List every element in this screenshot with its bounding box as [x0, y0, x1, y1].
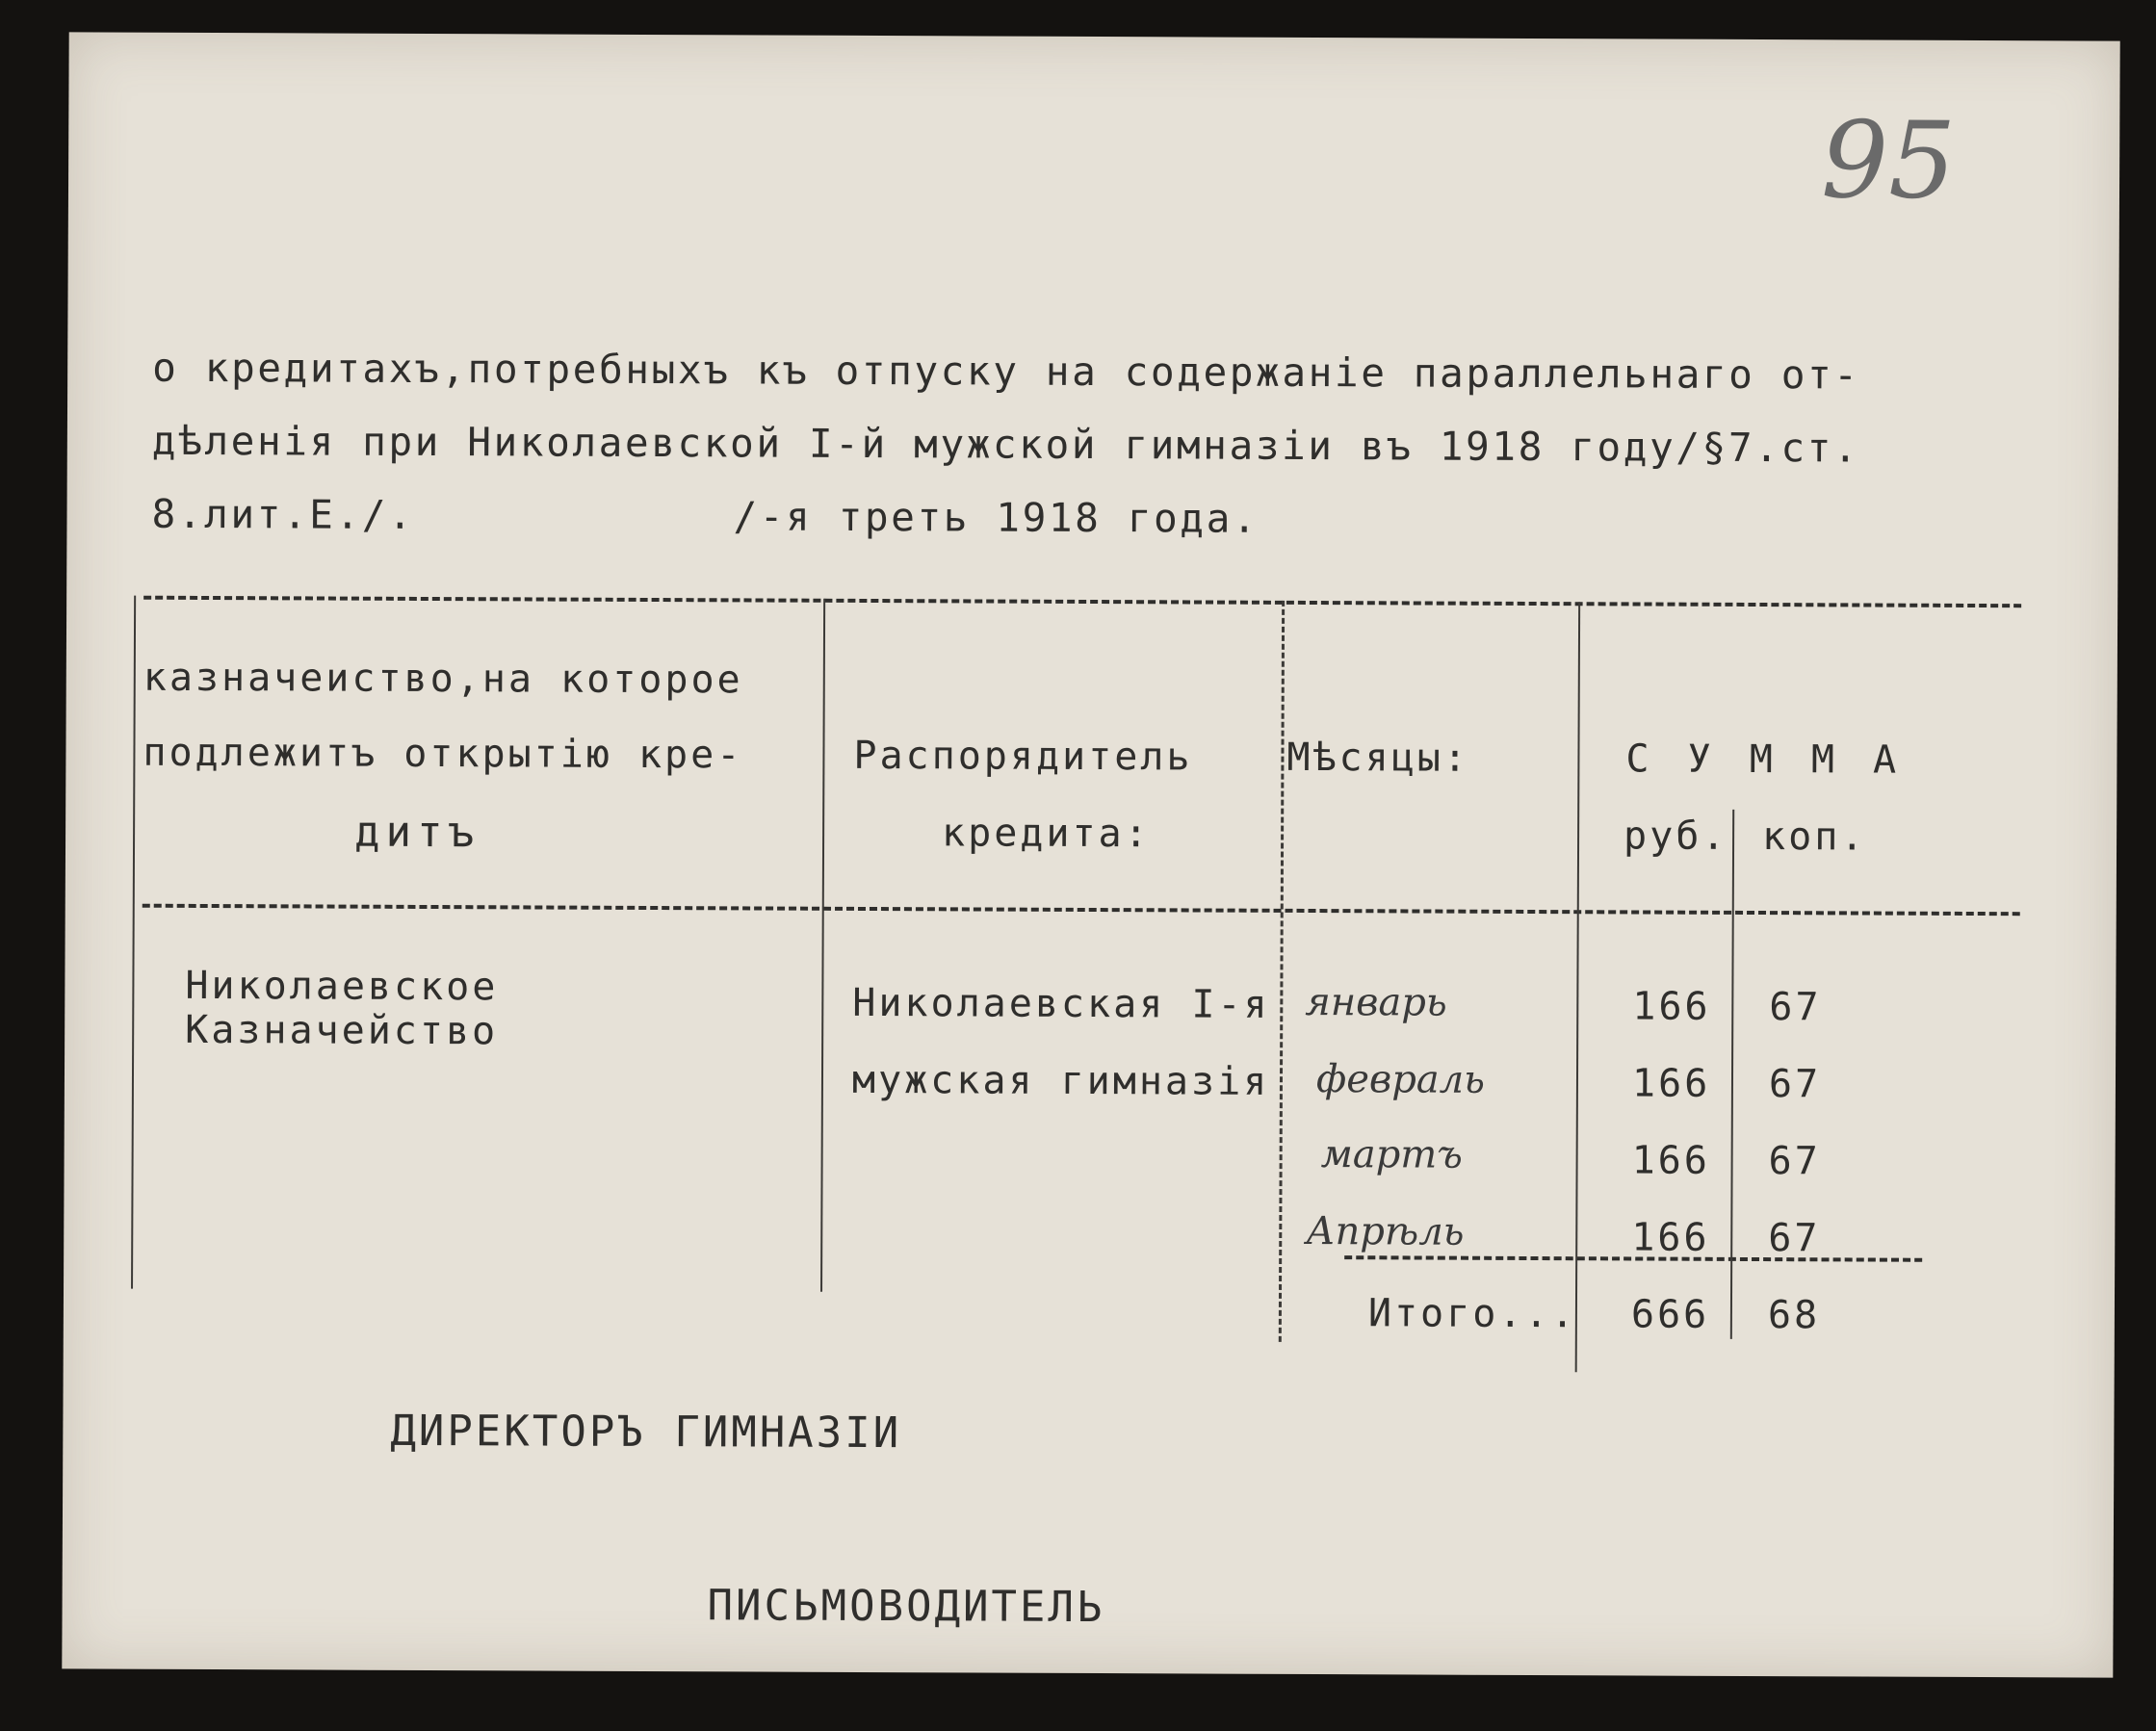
- rub-cell: 166: [1632, 984, 1711, 1029]
- heading-line-3b: /-я треть 1918 года.: [733, 493, 1260, 542]
- table-top-rule: [143, 596, 2021, 608]
- month-row: Апрѣль: [1306, 1208, 1465, 1254]
- header-treasury-3: дитъ: [353, 807, 481, 858]
- treasury-name-2: Казначейство: [185, 1007, 499, 1054]
- month-row: февраль: [1315, 1057, 1486, 1102]
- month-row: январь: [1305, 979, 1447, 1025]
- rub-cell: 166: [1631, 1215, 1710, 1260]
- kop-cell: 67: [1768, 1216, 1821, 1261]
- kop-cell: 67: [1768, 1062, 1822, 1107]
- total-label: Итого...: [1367, 1291, 1577, 1337]
- column-divider-2: [820, 599, 825, 1292]
- heading-line-3a: 8.лит.Е./.: [151, 490, 415, 538]
- header-treasury-1: казначеиство,на которое: [143, 655, 743, 703]
- table-header-rule: [143, 904, 2020, 917]
- manager-name-2: мужская гимназiя: [851, 1057, 1270, 1104]
- column-divider-3: [1279, 601, 1285, 1342]
- header-manager-1: Распорядитель: [853, 733, 1193, 780]
- header-treasury-2: подлежитъ открытiю кре-: [143, 730, 743, 778]
- total-rub: 666: [1630, 1292, 1710, 1337]
- month-row: мартъ: [1320, 1132, 1463, 1177]
- treasury-name-1: Николаевское: [185, 963, 499, 1010]
- heading-line-1: о кредитахъ,потребныхъ къ отпуску на содержанiе параллельнаго от-: [152, 344, 1860, 399]
- header-sum: С У М М А: [1625, 736, 1905, 783]
- clerk-signature-line: ПИСЬМОВОДИТЕЛЬ: [707, 1581, 1105, 1633]
- folio-number: 95: [1820, 98, 1957, 222]
- director-signature-line: ДИРЕКТОРЪ ГИМНАЗIИ: [390, 1406, 902, 1459]
- total-kop: 68: [1767, 1293, 1821, 1338]
- document-sheet: [62, 32, 2119, 1677]
- heading-line-2: дѣленiя при Николаевской I-й мужской гимназiи въ 1918 году/§7.ст.: [151, 417, 1860, 472]
- manager-name-1: Николаевская I-я: [852, 980, 1270, 1027]
- header-kop: коп.: [1761, 814, 1867, 860]
- rub-cell: 166: [1631, 1061, 1711, 1106]
- kop-cell: 67: [1768, 1139, 1821, 1184]
- header-rub: руб.: [1623, 814, 1728, 859]
- header-months: Мѣсяцы:: [1286, 735, 1470, 781]
- kop-cell: 67: [1769, 985, 1822, 1030]
- header-manager-2: кредита:: [941, 811, 1151, 857]
- column-divider-1: [131, 596, 136, 1289]
- rub-cell: 166: [1631, 1138, 1710, 1183]
